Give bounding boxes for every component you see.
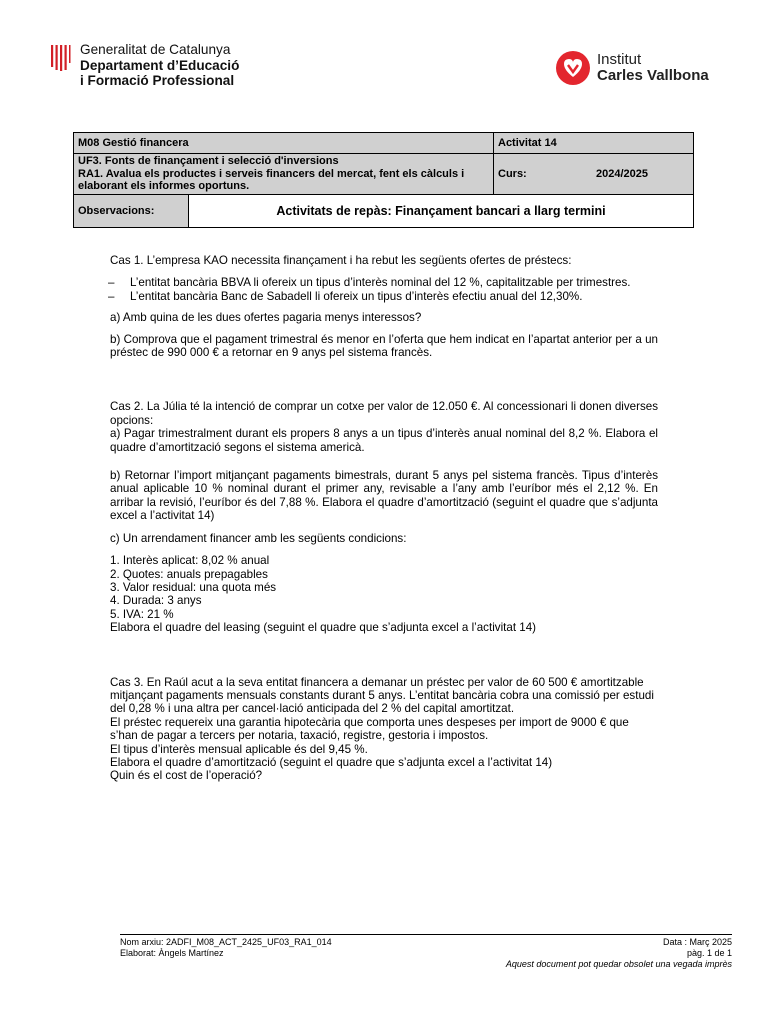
cas3-paragraph: El tipus d’interès mensual aplicable és del 9,45 %. — [110, 742, 368, 756]
page-footer — [120, 934, 732, 970]
institut-label: Institut — [597, 51, 642, 68]
department-name-line2: i Formació Professional — [80, 73, 235, 89]
list-item: 2. Quotes: anuals prepagables — [110, 567, 268, 581]
observations-title: Activitats de repàs: Finançament bancari a llarg termini — [189, 195, 693, 227]
footer-notice: Aquest document pot quedar obsolet una vegada imprès — [505, 959, 732, 969]
catalan-flag-emblem-icon — [48, 42, 72, 72]
activity-info-table — [73, 132, 694, 228]
generalitat-name: Generalitat de Catalunya — [80, 42, 231, 57]
curs-value: 2024/2025 — [592, 154, 694, 195]
cas2-option-a: a) Pagar trimestralment durant els propers 8 anys a un tipus d’interès anual nominal del 8,2 %. Elabora el quadre d’amortització segons el sistema americà. — [110, 427, 658, 454]
footer-page-number: pàg. 1 de 1 — [686, 948, 732, 958]
cas2-option-b: b) Retornar l’import mitjançant pagaments bimestrals, durant 5 anys pel sistema francès. Tipus d’interès anual aplicable 10 % nominal durant el primer any, revisable a l’any amb l’euríbor més el 2,12 %. En arribar la revisió, l’euríbor és del 7,88 %. Elabora el quadre d’amortització (seguint el quadre que s’adjunta excel a l’activitat 14) — [110, 469, 658, 523]
list-item — [110, 276, 658, 289]
list-item: 5. IVA: 21 % — [110, 607, 174, 621]
cas3-paragraph: Quin és el cost de l’operació? — [110, 769, 263, 783]
document-body — [110, 254, 658, 783]
bullet-text: L’entitat bancària BBVA li ofereix un tipus d’interès nominal del 12 %, capitalitzable per trimestres. — [130, 276, 631, 290]
institut-logo — [555, 50, 709, 86]
list-item: 4. Durada: 3 anys — [110, 594, 202, 608]
generalitat-logo — [48, 42, 239, 89]
uf-line: UF3. Fonts de finançament i selecció d'inversions — [78, 155, 339, 167]
footer-filename: Nom arxiu: 2ADFI_M08_ACT_2425_UF03_RA1_014 — [120, 937, 332, 947]
bullet-mark: – — [108, 276, 115, 290]
cas3-paragraph: Cas 3. En Raúl acut a la seva entitat financera a demanar un préstec per valor de 60 500 € amortitzable mitjançant pagaments mensuals constants durant 5 anys. L’entitat bancària cobra una comissió per estudi del 0,28 % i una altra per cancel·lació anticipada del 2 % del capital amortitzat. — [110, 675, 654, 716]
footer-author: Elaborat: Àngels Martínez — [120, 948, 224, 958]
uf-ra-cell — [74, 154, 494, 195]
cas2-option-c: c) Un arrendament financer amb les següents condicions: — [110, 531, 407, 545]
cas1-intro: Cas 1. L’empresa KAO necessita finançament i ha rebut les següents ofertes de préstecs: — [110, 254, 572, 267]
cas3-paragraph: El préstec requereix una garantia hipotecària que comporta unes despeses per import de 9000 € que s’han de pagar a tercers per notaria, taxació, registre, gestoria i impostos. — [110, 715, 629, 743]
activity-cell: Activitat 14 — [494, 133, 694, 154]
institut-name: Carles Vallbona — [597, 67, 709, 84]
cas1-question-b: b) Comprova que el pagament trimestral és menor en l’oferta que hem indicat en l’apartat anterior per a un préstec de 990 000 € a retornar en 9 anys pel sistema francès. — [110, 332, 658, 360]
cas1-question-a: a) Amb quina de les dues ofertes pagaria menys interessos? — [110, 311, 422, 325]
institut-heart-mark-icon — [555, 50, 591, 86]
cas3-paragraph: Elabora el quadre d’amortització (seguint el quadre que s’adjunta excel a l’activitat 14) — [110, 755, 553, 769]
curs-label: Curs: — [494, 154, 593, 195]
cas2-intro: Cas 2. La Júlia té la intenció de comprar un cotxe per valor de 12.050 €. Al concessionari li donen diverses opcions: — [110, 400, 658, 427]
department-name-line1: Departament d’Educació — [80, 57, 240, 73]
observations-label: Observacions: — [74, 195, 189, 227]
ra-line: RA1. Avalua els productes i serveis financers del mercat, fent els càlculs i elaborant els informes oportuns. — [78, 167, 465, 192]
bullet-text: L’entitat bancària Banc de Sabadell li ofereix un tipus d’interès efectiu anual del 12,30%. — [130, 289, 583, 303]
list-item: 1. Interès aplicat: 8,02 % anual — [110, 554, 270, 568]
bullet-mark: – — [108, 289, 115, 303]
list-item — [110, 290, 658, 303]
module-cell: M08 Gestió financera — [74, 133, 494, 154]
list-item: 3. Valor residual: una quota més — [110, 580, 277, 594]
footer-date: Data : Març 2025 — [662, 937, 732, 947]
cas2-closing: Elabora el quadre del leasing (seguint el quadre que s’adjunta excel a l’activitat 14) — [110, 621, 537, 635]
